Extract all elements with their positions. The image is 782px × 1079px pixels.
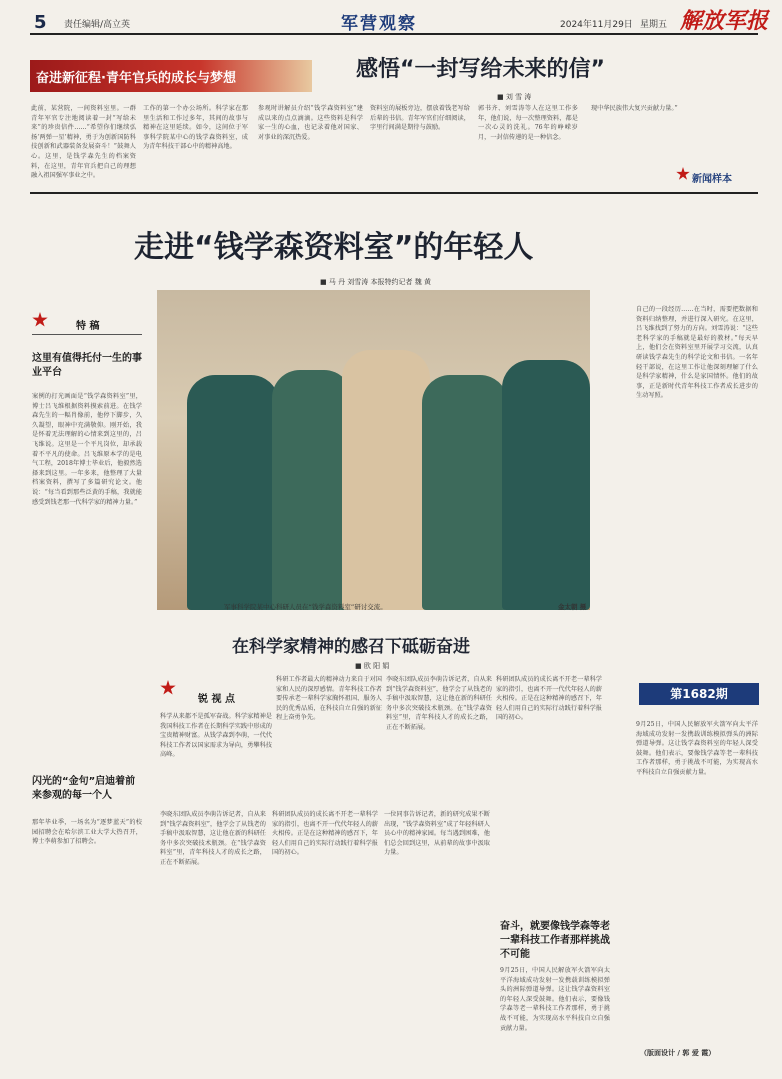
kicker-star-icon: [32, 312, 48, 328]
letter-col-3: 参观时讲解员介绍“钱学森资料室”建成以来的点点滴滴。这些资料是科学家一生的心血，也记录着他对国家、对事业的深沉热爱。: [258, 105, 363, 141]
letter-col-2: 工作的第一个办公场所。科学家在那里生活和工作过多年，其间的故事与精神在这里延续。如今，这间位于军事科学院某中心的钱学森资料室，成为青年科技干部心中的精神高地。: [143, 105, 248, 151]
issue-number-badge: 第1682期: [639, 683, 759, 705]
photo-figure: [422, 375, 508, 610]
photo-figure: [502, 360, 590, 610]
section2-title: 闪光的“金句”启迪着前来参观的每一个人: [32, 776, 136, 801]
letter-article-author: ■ 刘 雪 涛: [497, 93, 532, 101]
layout-note: （版面设计 / 郭 爱 霞）: [640, 1049, 716, 1057]
kicker-rule: [32, 334, 142, 335]
section3-title: 在科学家精神的感召下砥砺奋进: [232, 637, 470, 657]
photo-figure: [272, 370, 352, 610]
feature-photo: [157, 290, 590, 610]
issue-weekday: 星期五: [640, 20, 668, 30]
section3-author: ■ 欧 阳 娟: [355, 662, 390, 670]
section4-title: 奋斗，就要像钱学森等老一辈科技工作者那样挑战不可能: [500, 921, 610, 960]
letter-article-title: 感悟“一封写给未来的信”: [356, 57, 605, 82]
header-rule: [30, 33, 758, 35]
letter-col-1: 此前，某营院，一间资料室里。一群青年军官专注地阅读着一封“写给未来”的珍贵信件……“希望你们继续弘扬‘两弹一星’精神，勇于为创新国防科技创新和武器装备发展奋斗！”鼓舞人心。这里，是钱学森先生的档案资料，在这里，青年官兵把自己的理想融入祖国强军事业之中。: [31, 105, 136, 180]
commentary-label: 锐 视 点: [198, 694, 235, 705]
section-title: 军营观察: [341, 14, 417, 34]
commentary-star-icon: [160, 680, 176, 696]
letter-col-5: 郭书齐、刘雪涛等人在这里工作多年，他们说，每一次整理资料，都是一次心灵的洗礼。76年的峥嵘岁月，一封信传递的是一种信念。: [478, 105, 578, 141]
editor-label: 责任编辑/高立英: [64, 20, 131, 30]
red-star-icon: [676, 167, 690, 181]
section4-text: 9月25日，中国人民解放军火箭军向太平洋海域成功发射一发携载训练模拟弹头的洲际弹道导弹。这让钱学森资料室的年轻人深受鼓舞。他们表示，要像钱学森等老一辈科技工作者那样，勇于挑战不可能，为实现高水平科技自立自强贡献力量。: [500, 967, 610, 1032]
letter-col-4: 资料室的展板旁边，摆放着钱老写给后辈的书信。青年军官们仔细阅读，字里行间满是期待与鼓励。: [370, 105, 470, 132]
main-article-title: 走进“钱学森资料室”的年轻人: [134, 230, 534, 265]
issue-date: 2024年11月29日: [560, 20, 633, 30]
main-article-byline: ■ 马 丹 刘雪涛 本报特约记者 魏 黄: [320, 278, 431, 286]
left-column-text-2: 那年毕业季，一场名为“逐梦蓝天”的校园招聘会在哈尔滨工业大学大热召开，博士李萌参加了招聘会。: [32, 819, 142, 846]
kicker-label: 特 稿: [76, 321, 100, 332]
body-col-4c: 一位同事告诉记者，新的研究成果不断出现，“钱学森资料室”成了年轻科研人员心中的精神家园。每当遇到困难，他们总会回到这里，从前辈的故事中汲取力量。: [384, 811, 490, 857]
photo-figure: [187, 375, 279, 610]
body-col-3: 科研团队成员的成长离不开老一辈科学家的指引，也离不开一代代年轻人的薪火相传。正是在这种精神的感召下，年轻人们用自己的实际行动践行着科学报国的初心。: [496, 676, 602, 722]
photo-caption: 军事科学院某中心科研人员在“钱学森资料室”研讨交流。: [224, 603, 387, 611]
body-col-2: 李晓东团队成员李萌告诉记者，自从来到“钱学森资料室”，他学会了从钱老的手稿中汲取智慧，这让他在新的科研任务中多次突破技术瓶颈。在“钱学森资料室”里，青年科技人才的成长之路，正在不断拓展。: [386, 676, 492, 731]
commentary-text: 科学从来都不是孤军奋战。科学家精神是我国科技工作者在长期科学实践中形成的宝贵精神财富。从钱学森到李萌，一代代科技工作者以国家需求为导向，勇攀科技高峰。: [160, 713, 272, 759]
right-column-text: 自己的一段经历……在当时，需要把数据和资料归纳整理，并进行深入研究。在这里，吕飞维找到了努力的方向。刘雪涛说：“这些老科学家的手稿就是最好的教材。”每天早上，他们会在资料室里开展学习交流，认真研读钱学森先生的科学论文和书信。一名年轻干部说，在这里工作让他深刻理解了什么是科学家精神，什么是家国情怀。他们的故事，正是新时代青年科技工作者成长进步的生动写照。: [636, 306, 758, 400]
body-col-1: 科研工作者最大的精神动力来自于对国家和人民的深厚感情。青年科技工作者要传承老一辈科学家胸怀祖国、服务人民的优秀品质，在科技自立自强的新征程上奋勇争先。: [276, 676, 382, 722]
photo-credit: 金太朝 摄: [558, 603, 587, 611]
body-col-4a: 李晓东团队成员李萌告诉记者，自从来到“钱学森资料室”，他学会了从钱老的手稿中汲取智慧，这让他在新的科研任务中多次突破技术瓶颈。在“钱学森资料室”里，青年科技人才的成长之路，正在不断拓展。: [160, 811, 266, 866]
page-number: 5: [34, 12, 47, 33]
section-divider: [30, 192, 758, 194]
body-col-4b: 科研团队成员的成长离不开老一辈科学家的指引，也离不开一代代年轻人的薪火相传。正是在这种精神的感召下，年轻人们用自己的实际行动践行着科学报国的初心。: [272, 811, 378, 857]
photo-figure: [342, 350, 430, 610]
section1-title: 这里有值得托付一生的事业平台: [32, 353, 142, 378]
top-banner-text: 奋进新征程·青年官兵的成长与梦想: [36, 71, 236, 86]
letter-col-6: 现中华民族伟大复兴贡献力量。”: [591, 105, 678, 112]
left-column-text: 案例的打光画面是“钱学森资料室”里，博士吕飞维根据资料摸索前进。在钱学森先生的一幅肖像前，他停下脚步，久久凝望，眼神中充满敬仰。刚开始，我是怀着无法理解的心情来到这里的，吕飞维说。这里是一个平凡岗位，却承载着不平凡的使命。吕飞维原本学的是电气工程，2018年博士毕业后，他毅然选择来到这里。一年多来，他整理了大量档案资料，撰写了多篇研究论文。他说：“每当看到那些泛黄的手稿，我就能感受到钱老那一代科学家的精神力量。”: [32, 393, 142, 506]
right-column-text-2: 9月25日，中国人民解放军火箭军向太平洋海域成功发射一发携载训练模拟弹头的洲际弹道导弹。这让钱学森资料室的年轻人深受鼓舞。他们表示，要像钱学森等老一辈科技工作者那样，勇于挑战不可能，为实现高水平科技自立自强贡献力量。: [636, 721, 758, 776]
news-sample-label: 新闻样本: [692, 174, 732, 185]
masthead-logo: 解放军报: [680, 8, 769, 34]
